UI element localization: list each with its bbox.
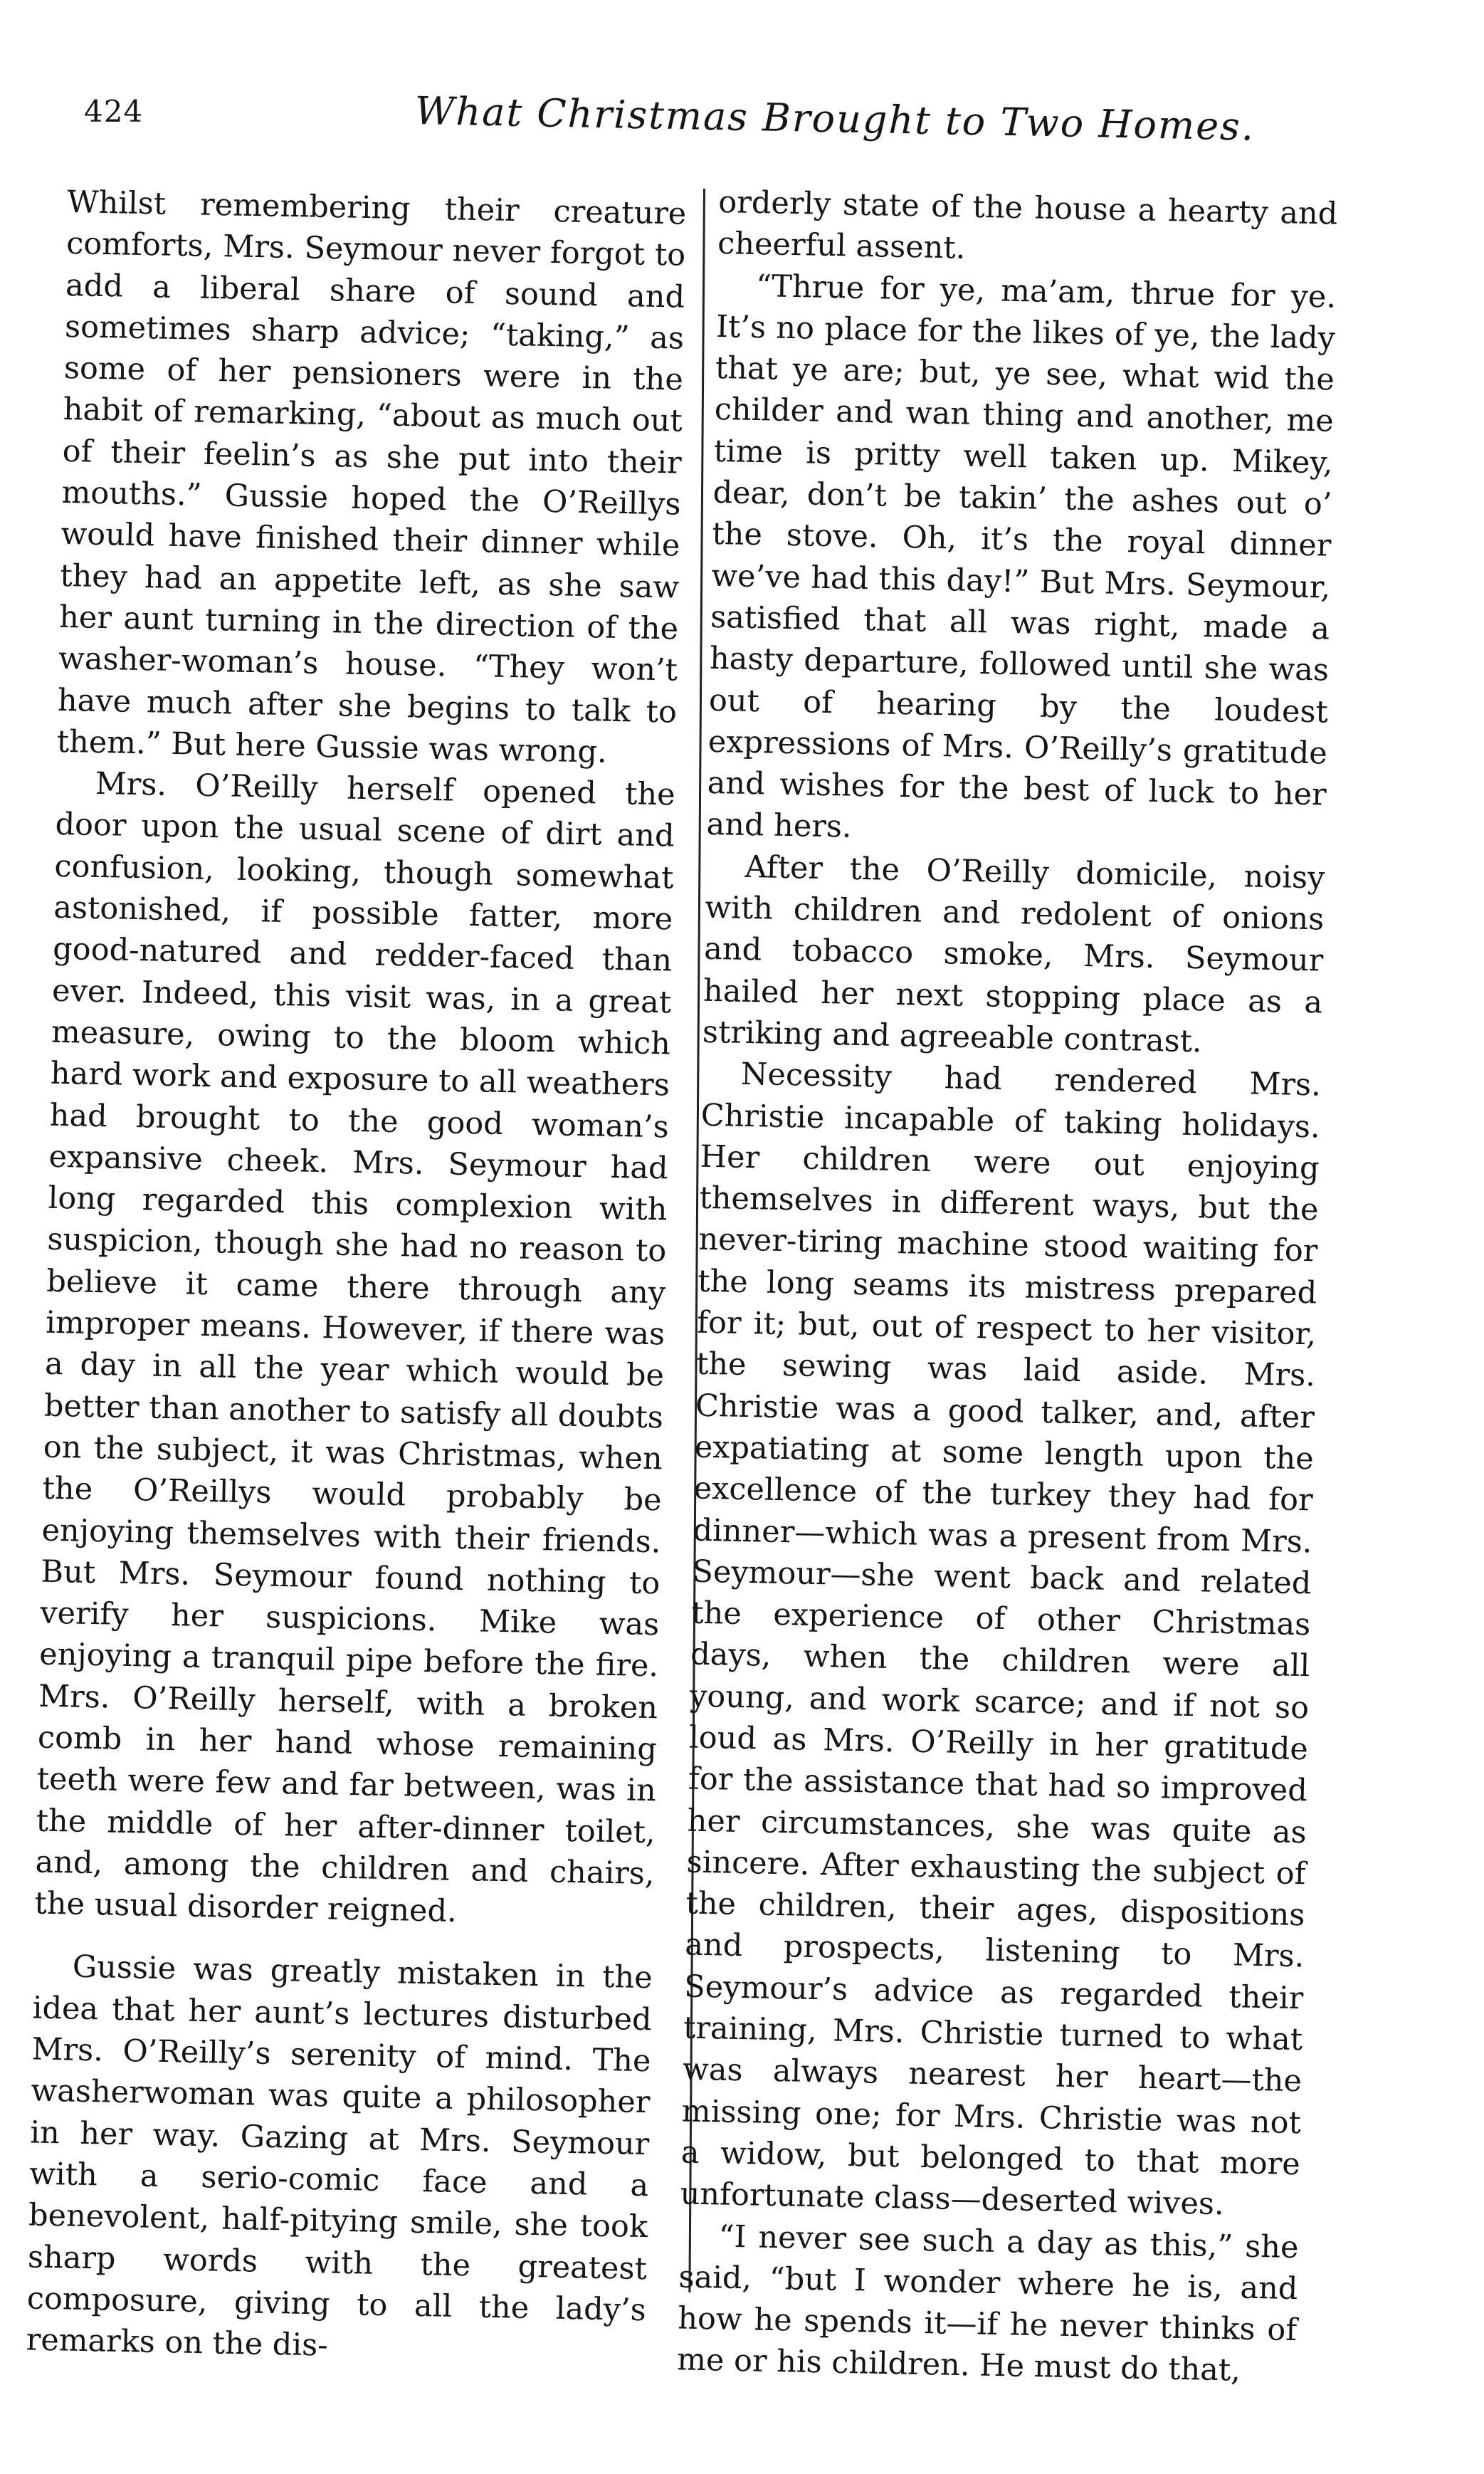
paragraph: “I never see such a day as this,” she said, “but I wonder where he is, and how he spends it—if he never thinks of me or his children. He must do that, — [676, 2218, 1299, 2389]
paragraph: Mrs. O’Reilly herself opened the door upon the usual scene of dirt and confusion, looking, though somewhat astonished, if possible fatter, more good-natured and redder-faced than ever. Indeed, this visit was, in a great measure, owing to the bloom which hard work and exposure to all weathers had brought to the good woman’s expansive cheek. Mrs. Seymour had long regarded this complexion with suspicion, though she had no reason to believe it came there through any improper means. However, if there was a day in all the year which would be better than another to satisfy all doubts on the subject, it was Christmas, when the O’Reillys would probably be enjoying themselves with their friends. But Mrs. Seymour found nothing to verify her suspicions. Mike was enjoying a tranquil pipe before the fire. Mrs. O’Reilly herself, with a broken comb in her hand whose remaining teeth were few and far between, was in the middle of her after-dinner toilet, and, among the children and chairs, the usual disorder reigned. — [34, 766, 676, 1930]
paragraph: After the O’Reilly domicile, noisy with children and redolent of onions and tobacco smoke, Mrs. Seymour hailed her next stopping place as a striking and agreeable contrast. — [702, 849, 1325, 1060]
page-number: 424 — [84, 94, 144, 129]
right-column — [677, 182, 1338, 2393]
paragraph: Whilst remembering their creature comforts, Mrs. Seymour never forgot to add a liberal share of sound and sometimes sharp advice; “taking,” as some of her pensioners were in the habit of remarking, “about as much out of their feelin’s as she put into their mouths.” Gussie hoped the O’Reillys would have finished their dinner while they had an appetite left, as she saw her aunt turning in the direction of the washer-woman’s house. “They won’t have much after she begins to talk to them.” But here Gussie was wrong. — [56, 184, 687, 770]
paragraph: “Thrue for ye, ma’am, thrue for ye. It’s no place for the likes of ye, the lady that ye are; but, ye see, what wid the childer and wan thing and another, me time is pritty well taken up. Mikey, dear, don’t be takin’ the ashes out o’ the stove. Oh, it’s the royal dinner we’ve had this day!” But Mrs. Seymour, satisfied that all was right, made a hasty departure, followed until she was out of hearing by the loudest expressions of Mrs. O’Reilly’s gratitude and wishes for the best of luck to her and hers. — [706, 268, 1337, 846]
paragraph: Necessity had rendered Mrs. Christie incapable of taking holidays. Her children were out enjoying themselves in different ways, but the never-tiring machine stood waiting for the long seams its mistress prepared for it; but, out of respect to her visitor, the sewing was laid aside. Mrs. Christie was a good talker, and, after expatiating at some length upon the excellence of the turkey they had for dinner—which was a present from Mrs. Seymour—she went back and related the experience of other Christmas days, when the children were all young, and work scarce; and if not so loud as Mrs. O’Reilly in her gratitude for the assistance that had so improved her circumstances, she was quite as sincere. After exhausting the subject of the children, their ages, dispositions and prospects, listening to Mrs. Seymour’s advice as regarded their training, Mrs. Christie turned to what was always nearest her heart—the missing one; for Mrs. Christie was not a widow, but belonged to that more unfortunate class—deserted wives. — [680, 1057, 1322, 2223]
left-column — [26, 182, 687, 2373]
running-title: What Christmas Brought to Two Homes. — [414, 88, 1256, 150]
page-header — [84, 84, 1365, 148]
paragraph: orderly state of the house a hearty and cheerful assent. — [717, 184, 1338, 266]
paragraph: Gussie was greatly mistaken in the idea that her aunt’s lectures disturbed Mrs. O’Reilly’s serenity of mind. The washerwoman was quite a philosopher in her way. Gazing at Mrs. Seymour with a serio-comic face and a benevolent, half-pitying smile, she took sharp words with the greatest composure, giving to all the lady’s remarks on the dis- — [26, 1949, 653, 2364]
